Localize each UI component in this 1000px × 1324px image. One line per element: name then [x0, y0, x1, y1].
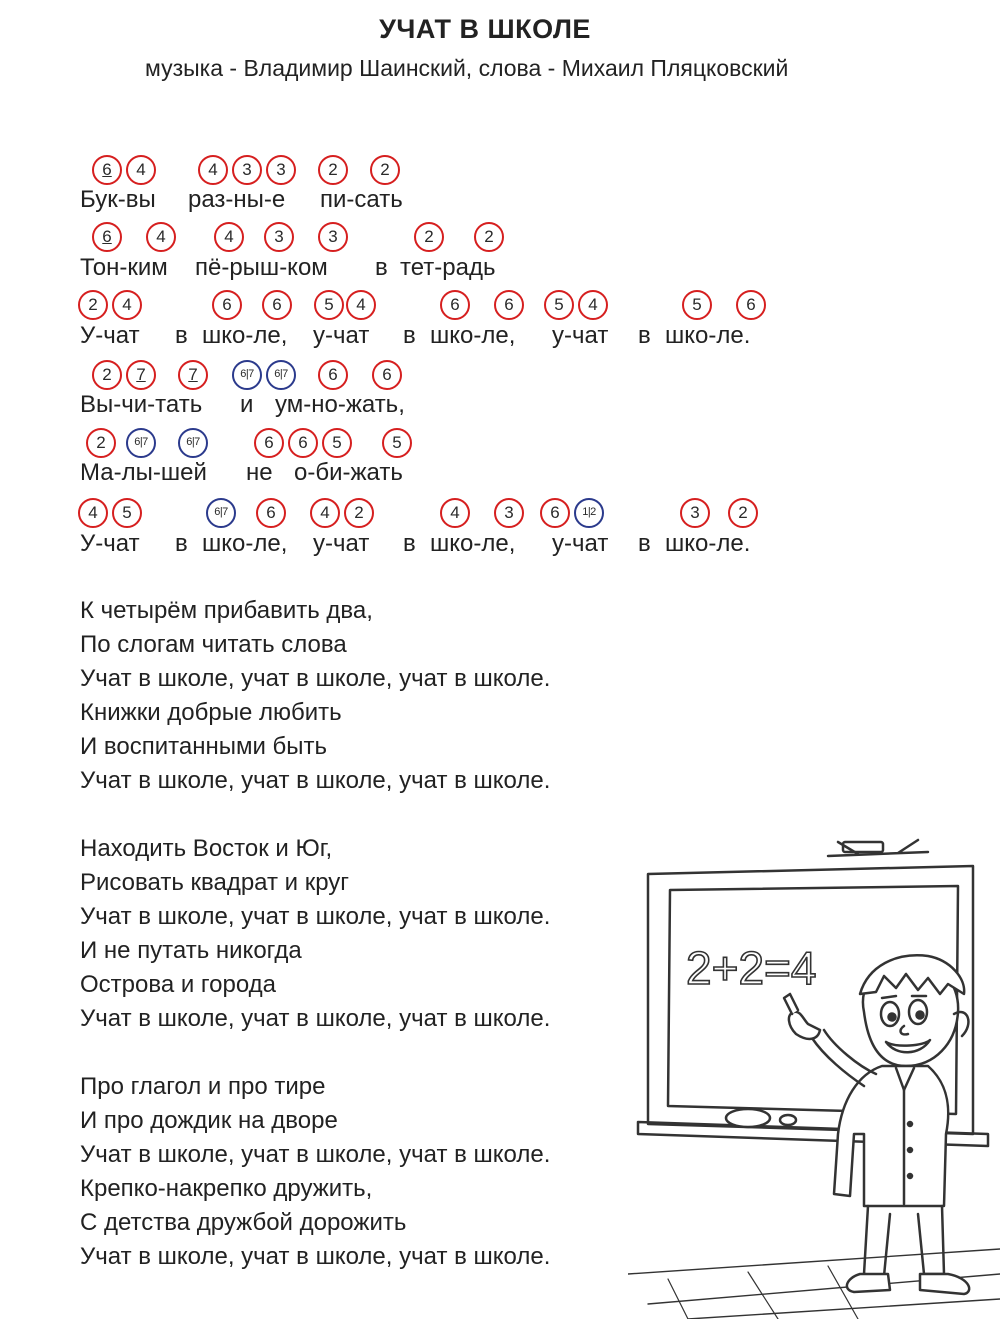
note-circle: 3: [264, 222, 294, 252]
note-circle: 6: [212, 290, 242, 320]
note-circle: 3: [494, 498, 524, 528]
note-circle: 2: [728, 498, 758, 528]
syllable: в: [638, 322, 651, 349]
verse-line: Учат в школе, учат в школе, учат в школе.: [80, 665, 551, 692]
note-circle: 6: [736, 290, 766, 320]
note-circle: 6|7: [266, 360, 296, 390]
verse-line: Рисовать квадрат и круг: [80, 869, 350, 896]
syllable: в: [375, 254, 388, 281]
note-circle: 6|7: [206, 498, 236, 528]
note-circle: 2: [370, 155, 400, 185]
note-circle: 6: [540, 498, 570, 528]
song-title: УЧАТ В ШКОЛЕ: [379, 14, 591, 44]
note-circle: 6: [288, 428, 318, 458]
verse-line: Учат в школе, учат в школе, учат в школе.: [80, 1141, 551, 1168]
note-circle: 7: [126, 360, 156, 390]
syllable: о-би-жать: [294, 459, 403, 486]
board-equation: 2+2=4: [686, 942, 817, 994]
syllable: не: [246, 459, 273, 486]
note-circle: 2: [474, 222, 504, 252]
note-circle: 4: [214, 222, 244, 252]
syllable: в: [175, 322, 188, 349]
syllable: шко-ле,: [430, 530, 516, 557]
note-circle: 5: [112, 498, 142, 528]
verse-line: Острова и города: [80, 971, 277, 998]
note-circle: 2: [86, 428, 116, 458]
syllable: раз-ны-е: [188, 186, 286, 213]
note-circle: 4: [78, 498, 108, 528]
note-circle: 5: [544, 290, 574, 320]
verse-line: Книжки добрые любить: [80, 699, 342, 726]
syllable: у-чат: [552, 322, 609, 349]
note-circle: 3: [318, 222, 348, 252]
note-circle: 5: [314, 290, 344, 320]
note-circle: 3: [680, 498, 710, 528]
syllable: у-чат: [552, 530, 609, 557]
schoolboy-illustration: [628, 834, 1000, 1319]
note-circle: 6|7: [232, 360, 262, 390]
syllable: пё-рыш-ком: [195, 254, 328, 281]
syllable: в: [175, 530, 188, 557]
note-circle: 6: [256, 498, 286, 528]
verse-line: И про дождик на дворе: [80, 1107, 338, 1134]
syllable: шко-ле.: [665, 530, 751, 557]
syllable: шко-ле,: [202, 322, 288, 349]
verse-line: К четырём прибавить два,: [80, 597, 373, 624]
verse-line: Крепко-накрепко дружить,: [80, 1175, 373, 1202]
note-circle: 2: [92, 360, 122, 390]
syllable: в: [638, 530, 651, 557]
note-circle: 6: [92, 155, 122, 185]
note-circle: 4: [126, 155, 156, 185]
verse-line: И не путать никогда: [80, 937, 302, 964]
verse-line: Про глагол и про тире: [80, 1073, 326, 1100]
syllable: У-чат: [80, 530, 140, 557]
verse-line: И воспитанными быть: [80, 733, 328, 760]
note-circle: 1|2: [574, 498, 604, 528]
note-circle: 6: [262, 290, 292, 320]
syllable: у-чат: [313, 322, 370, 349]
note-circle: 7: [178, 360, 208, 390]
note-circle: 4: [578, 290, 608, 320]
note-circle: 5: [382, 428, 412, 458]
note-circle: 5: [682, 290, 712, 320]
syllable: в: [403, 322, 416, 349]
syllable: и: [240, 391, 254, 418]
verse-line: По слогам читать слова: [80, 631, 347, 658]
syllable: Тон-ким: [80, 254, 168, 281]
note-circle: 4: [198, 155, 228, 185]
note-circle: 3: [232, 155, 262, 185]
verse-line: Учат в школе, учат в школе, учат в школе.: [80, 903, 551, 930]
syllable: пи-сать: [320, 186, 403, 213]
note-circle: 2: [414, 222, 444, 252]
verse-line: Учат в школе, учат в школе, учат в школе.: [80, 767, 551, 794]
note-circle: 6|7: [178, 428, 208, 458]
syllable: Бук-вы: [80, 186, 156, 213]
verse-line: Учат в школе, учат в школе, учат в школе.: [80, 1243, 551, 1270]
syllable: Ма-лы-шей: [80, 459, 207, 486]
syllable: Вы-чи-тать: [80, 391, 203, 418]
song-authors: музыка - Владимир Шаинский, слова - Михаил Пляцковский: [145, 55, 789, 81]
verse-line: Учат в школе, учат в школе, учат в школе.: [80, 1005, 551, 1032]
syllable: ум-но-жать,: [275, 391, 405, 418]
note-circle: 2: [344, 498, 374, 528]
note-circle: 5: [322, 428, 352, 458]
note-circle: 2: [318, 155, 348, 185]
note-circle: 2: [78, 290, 108, 320]
syllable: шко-ле,: [202, 530, 288, 557]
note-circle: 6: [494, 290, 524, 320]
verse-line: Находить Восток и Юг,: [80, 835, 333, 862]
syllable: У-чат: [80, 322, 140, 349]
syllable: шко-ле.: [665, 322, 751, 349]
note-circle: 6: [440, 290, 470, 320]
syllable: шко-ле,: [430, 322, 516, 349]
note-circle: 3: [266, 155, 296, 185]
verse-line: С детства дружбой дорожить: [80, 1209, 407, 1236]
note-circle: 4: [146, 222, 176, 252]
chalkboard-drawing: [628, 834, 1000, 1319]
note-circle: 6|7: [126, 428, 156, 458]
syllable: тет-радь: [400, 254, 496, 281]
note-circle: 4: [310, 498, 340, 528]
syllable: в: [403, 530, 416, 557]
note-circle: 6: [92, 222, 122, 252]
note-circle: 4: [440, 498, 470, 528]
note-circle: 4: [112, 290, 142, 320]
note-circle: 6: [372, 360, 402, 390]
syllable: у-чат: [313, 530, 370, 557]
note-circle: 6: [318, 360, 348, 390]
note-circle: 4: [346, 290, 376, 320]
note-circle: 6: [254, 428, 284, 458]
